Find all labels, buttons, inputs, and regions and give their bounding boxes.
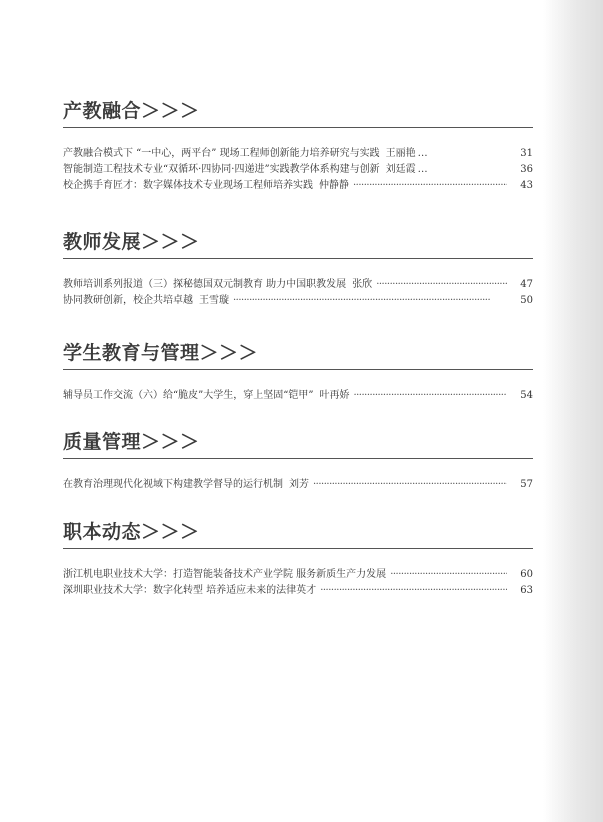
dot-leader xyxy=(313,477,507,493)
entry-ellipsis: … xyxy=(417,148,428,159)
section-divider xyxy=(63,127,533,128)
entry-title: 浙江机电职业技术大学：打造智能装备技术产业学院 服务新质生产力发展 xyxy=(63,569,387,580)
dot-leader xyxy=(233,293,507,309)
toc-entry[interactable] xyxy=(63,293,533,309)
entry-author: 刘廷霞 xyxy=(385,164,416,175)
section-title: 教师发展＞＞＞ xyxy=(63,231,200,253)
dot-leader xyxy=(376,277,507,293)
entry-page: 31 xyxy=(520,148,533,159)
dot-leader xyxy=(353,178,507,194)
toc-entry[interactable] xyxy=(63,388,533,404)
entry-title: 教师培训系列报道（三）探秘德国双元制教育 助力中国职教发展 xyxy=(63,279,347,290)
section-title: 职本动态＞＞＞ xyxy=(63,521,200,543)
entry-title: 在教育治理现代化视域下构建教学督导的运行机制 xyxy=(63,479,283,490)
section-vocational-news xyxy=(63,519,533,599)
entry-ellipsis: … xyxy=(417,164,428,175)
toc-entry[interactable] xyxy=(63,277,533,293)
section-divider xyxy=(63,369,533,370)
toc-entry[interactable] xyxy=(63,567,533,583)
entry-title: 协同教研创新，校企共培卓越 xyxy=(63,295,193,306)
entry-author: 刘芳 xyxy=(289,479,309,490)
section-divider xyxy=(63,458,533,459)
section-title: 学生教育与管理＞＞＞ xyxy=(63,342,259,364)
entry-page: 63 xyxy=(520,585,533,596)
toc-entry[interactable] xyxy=(63,146,533,162)
entry-title: 产教融合模式下 “一中心，两平台” 现场工程师创新能力培养研究与实践 xyxy=(63,148,380,159)
entry-page: 60 xyxy=(520,569,533,580)
entry-author: 王雪璇 xyxy=(199,295,229,306)
dot-leader xyxy=(390,567,507,583)
entry-author: 张欣 xyxy=(352,279,373,290)
entry-page: 57 xyxy=(520,479,533,490)
dot-leader xyxy=(320,583,507,599)
toc-entry[interactable] xyxy=(63,178,533,194)
entry-page: 50 xyxy=(520,295,533,306)
entry-page: 54 xyxy=(520,390,533,401)
entry-author: 王丽艳 xyxy=(385,148,416,159)
section-teacher-development xyxy=(63,229,533,309)
section-divider xyxy=(63,258,533,259)
toc-entry[interactable] xyxy=(63,583,533,599)
toc-entry[interactable] xyxy=(63,162,533,178)
section-divider xyxy=(63,548,533,549)
entry-title: 校企携手育匠才：数字媒体技术专业现场工程师培养实践 xyxy=(63,180,313,191)
entry-page: 36 xyxy=(520,164,533,175)
entry-title: 辅导员工作交流（六）给“脆皮”大学生，穿上坚固“铠甲” xyxy=(63,390,314,401)
section-industry-education xyxy=(63,98,533,194)
entry-page: 43 xyxy=(520,180,533,191)
entry-title: 智能制造工程技术专业“双循环·四协同·四递进”实践教学体系构建与创新 xyxy=(63,164,380,175)
page-edge-shadow xyxy=(543,0,603,822)
section-title: 产教融合＞＞＞ xyxy=(63,100,200,122)
entry-page: 47 xyxy=(520,279,533,290)
dot-leader xyxy=(353,388,507,404)
entry-title: 深圳职业技术大学：数字化转型 培养适应未来的法律英才 xyxy=(63,585,317,596)
section-student-education xyxy=(63,340,533,404)
section-title: 质量管理＞＞＞ xyxy=(63,431,200,453)
section-quality-management xyxy=(63,429,533,493)
toc-entry[interactable] xyxy=(63,477,533,493)
entry-author: 叶再娇 xyxy=(319,390,350,401)
entry-author: 仲静静 xyxy=(319,180,349,191)
